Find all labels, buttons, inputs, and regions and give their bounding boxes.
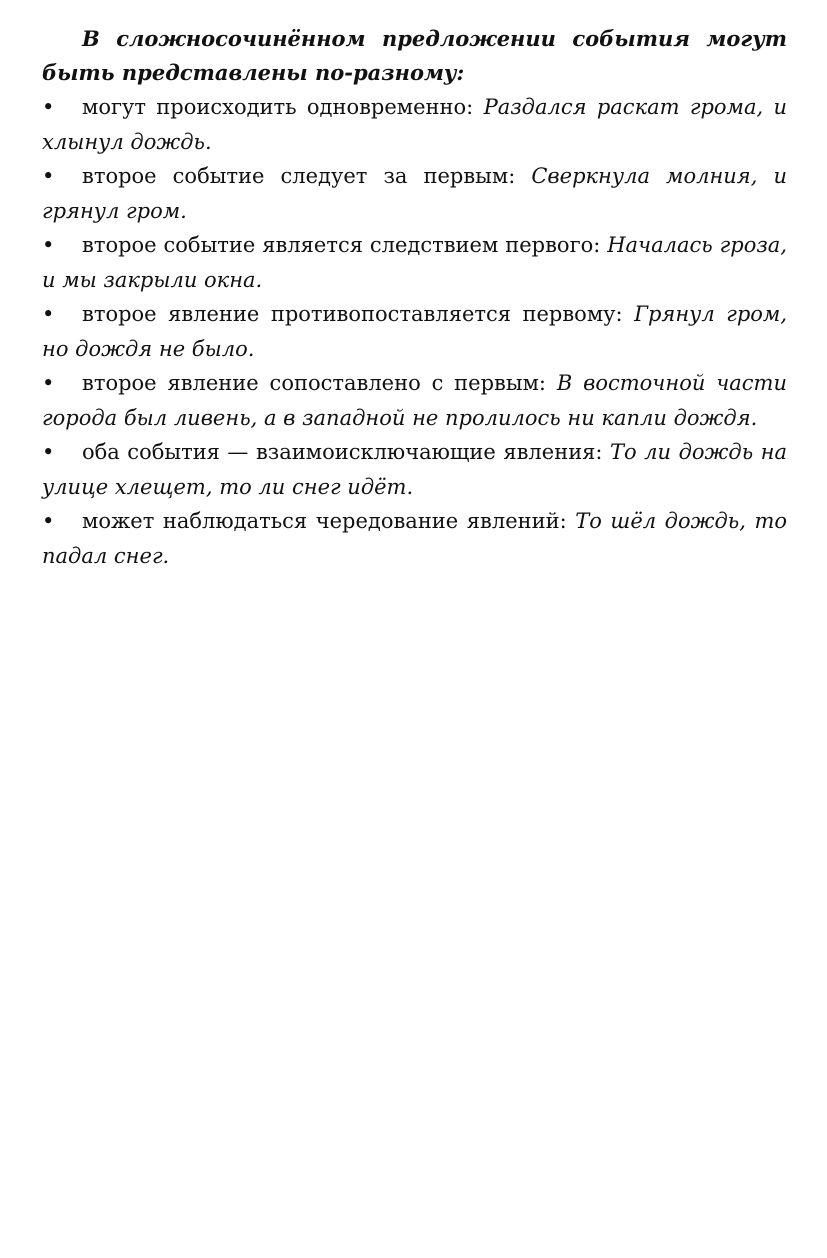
bullet-icon: • [42, 371, 55, 395]
bullet-list [42, 90, 787, 573]
item-text: могут происходить одновременно: [82, 95, 484, 119]
list-item [42, 90, 787, 159]
item-text: второе событие следует за первым: [82, 164, 532, 188]
list-item [42, 159, 787, 228]
intro-heading: В сложносочинённом предложении события могут быть представлены по-разному: [42, 26, 787, 85]
list-item [42, 504, 787, 573]
item-text: второе явление сопоставлено с первым: [82, 371, 557, 395]
item-example: То ли дождь на улице хлещет, то ли снег идёт. [42, 440, 787, 499]
bullet-icon: • [42, 233, 55, 257]
item-example: Грянул гром, но дождя не было. [42, 302, 787, 361]
list-item [42, 366, 787, 435]
bullet-icon: • [42, 164, 55, 188]
item-example: Сверкнула молния, и грянул гром. [42, 164, 787, 223]
bullet-icon: • [42, 95, 55, 119]
item-text: оба события — взаимоисключающие явления: [82, 440, 611, 464]
list-item [42, 228, 787, 297]
item-text: второе явление противопоставляется первому: [82, 302, 635, 326]
list-item [42, 435, 787, 504]
item-example: То шёл дождь, то падал снег. [42, 509, 787, 568]
item-example: В восточной части города был ливень, а в западной не пролилось ни капли дождя. [42, 371, 787, 430]
bullet-icon: • [42, 302, 55, 326]
item-example: Раздался раскат грома, и хлынул дождь. [42, 95, 787, 154]
item-example: Началась гроза, и мы закрыли окна. [42, 233, 787, 292]
bullet-icon: • [42, 440, 55, 464]
item-text: второе событие является следствием первого: [82, 233, 608, 257]
item-text: может наблюдаться чередование явлений: [82, 509, 576, 533]
document-page [42, 22, 787, 573]
list-item [42, 297, 787, 366]
bullet-icon: • [42, 509, 55, 533]
